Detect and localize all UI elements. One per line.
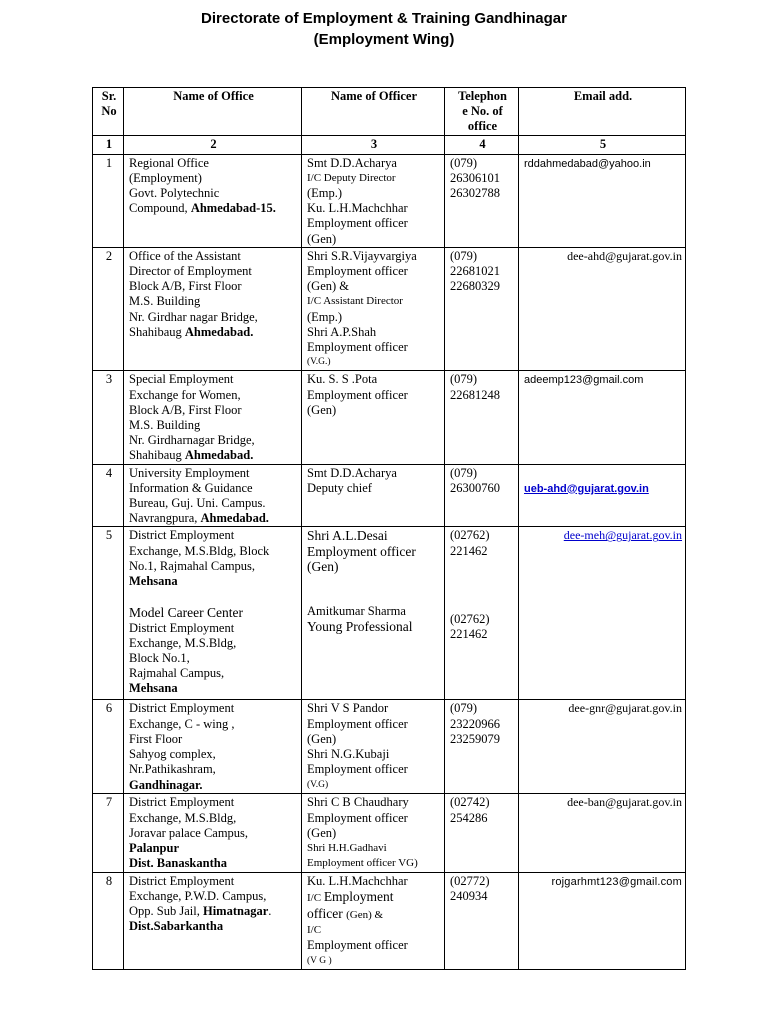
telephone: (079) 26306101 26302788 (445, 154, 519, 247)
document-heading (0, 8, 768, 50)
email-address: dee-ban@gujarat.gov.in (519, 794, 686, 872)
column-number: 3 (302, 135, 445, 154)
telephone: (02762) 221462 (02762) 221462 (445, 527, 519, 700)
officer-name: Ku. L.H.Machchhar I/C Employment officer (Gen) & I/C Employment officer (V G ) (302, 872, 445, 969)
office-name: District Employment Exchange, M.S.Bldg, Block No.1, Rajmahal Campus, Mehsana Model Career Center District Employment Exchange, M.S.Bldg, Block No.1, Rajmahal Campus, Mehsana (124, 527, 302, 700)
sr-number: 4 (93, 464, 124, 527)
telephone: (079) 22681021 22680329 (445, 247, 519, 371)
sr-number: 2 (93, 247, 124, 371)
model-career-center-title: Model Career Center (129, 605, 243, 621)
table-row (93, 464, 686, 527)
table-row (93, 371, 686, 464)
sr-number: 7 (93, 794, 124, 872)
sr-number: 6 (93, 700, 124, 794)
header-sr-no: Sr. No (93, 88, 124, 136)
email-link[interactable]: ueb-ahd@gujarat.gov.in (524, 482, 649, 495)
column-number-row (93, 135, 686, 154)
table-row (93, 247, 686, 371)
sr-number: 1 (93, 154, 124, 247)
officer-name: Ku. S. S .Pota Employment officer (Gen) (302, 371, 445, 464)
office-name: Regional Office (Employment) Govt. Polytechnic Compound, Ahmedabad-15. (124, 154, 302, 247)
header-officer: Name of Officer (302, 88, 445, 136)
email-address (519, 464, 686, 527)
table-row (93, 154, 686, 247)
email-address (519, 527, 686, 700)
office-name: University Employment Information & Guidance Bureau, Guj. Uni. Campus. Navrangpura, Ahmedabad. (124, 464, 302, 527)
telephone: (079) 22681248 (445, 371, 519, 464)
officer-name: Smt D.D.Acharya Deputy chief (302, 464, 445, 527)
email-address: dee-ahd@gujarat.gov.in (519, 247, 686, 371)
sr-number: 8 (93, 872, 124, 969)
office-name: District Employment Exchange, C - wing , First Floor Sahyog complex, Nr.Pathikashram, Gandhinagar. (124, 700, 302, 794)
table-row (93, 794, 686, 872)
email-address: rojgarhmt123@gmail.com (519, 872, 686, 969)
office-name: District Employment Exchange, P.W.D. Campus, Opp. Sub Jail, Himatnagar. Dist.Sabarkantha (124, 872, 302, 969)
telephone: (079) 26300760 (445, 464, 519, 527)
table-header-row (93, 88, 686, 136)
table-row (93, 872, 686, 969)
header-email: Email add. (519, 88, 686, 136)
sr-number: 3 (93, 371, 124, 464)
email-link[interactable]: dee-meh@gujarat.gov.in (563, 528, 682, 543)
email-address: rddahmedabad@yahoo.in (519, 154, 686, 247)
office-name: Special Employment Exchange for Women, Block A/B, First Floor M.S. Building Nr. Girdharnagar Bridge, Shahibaug Ahmedabad. (124, 371, 302, 464)
email-address: dee-gnr@gujarat.gov.in (519, 700, 686, 794)
office-directory-table (92, 87, 686, 970)
officer-name: Smt D.D.Acharya I/C Deputy Director (Emp.) Ku. L.H.Machchhar Employment officer (Gen) (302, 154, 445, 247)
header-office: Name of Office (124, 88, 302, 136)
column-number: 1 (93, 135, 124, 154)
column-number: 2 (124, 135, 302, 154)
officer-name: Shri V S Pandor Employment officer (Gen) Shri N.G.Kubaji Employment officer (V.G) (302, 700, 445, 794)
office-name: Office of the Assistant Director of Employment Block A/B, First Floor M.S. Building Nr. Girdhar nagar Bridge, Shahibaug Ahmedabad. (124, 247, 302, 371)
email-address: adeemp123@gmail.com (519, 371, 686, 464)
table-row (93, 527, 686, 700)
table-row (93, 700, 686, 794)
office-name: District Employment Exchange, M.S.Bldg, Joravar palace Campus, Palanpur Dist. Banaskantha (124, 794, 302, 872)
column-number: 5 (519, 135, 686, 154)
column-number: 4 (445, 135, 519, 154)
officer-name: Shri A.L.Desai Employment officer (Gen) Amitkumar Sharma Young Professional (302, 527, 445, 700)
header-telephone: Telephon e No. of office (445, 88, 519, 136)
officer-name: Shri S.R.Vijayvargiya Employment officer (Gen) & I/C Assistant Director (Emp.) Shri A.P.Shah Employment officer (V.G.) (302, 247, 445, 371)
officer-name: Shri C B Chaudhary Employment officer (Gen) Shri H.H.Gadhavi Employment officer VG) (302, 794, 445, 872)
telephone: (079) 23220966 23259079 (445, 700, 519, 794)
telephone: (02772) 240934 (445, 872, 519, 969)
telephone: (02742) 254286 (445, 794, 519, 872)
sr-number: 5 (93, 527, 124, 700)
heading-title: Directorate of Employment & Training Gandhinagar (201, 10, 567, 27)
heading-subtitle: (Employment Wing) (313, 31, 455, 48)
